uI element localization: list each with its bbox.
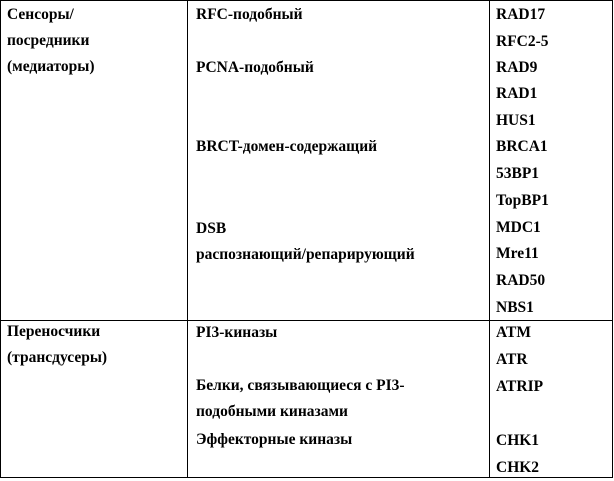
gene-rfc2-5: RFC2-5 (496, 33, 549, 50)
column-divider-2 (489, 0, 490, 478)
gene-rad17: RAD17 (496, 6, 546, 23)
category-sensors-line-2: посредники (7, 32, 90, 49)
group-dsb-line-1: DSB (196, 220, 227, 237)
gene-mdc1: MDC1 (496, 219, 541, 236)
gene-chk1: CHK1 (496, 432, 540, 449)
group-pcna-like: PCNA-подобный (196, 59, 314, 76)
gene-atrip: ATRIP (496, 378, 544, 395)
group-brct-domain: BRCT-домен-содержащий (196, 138, 378, 155)
group-pi3-binding-line-1: Белки, связывающиеся с PI3- (196, 377, 405, 394)
group-effector-kinases: Эффекторные киназы (196, 431, 353, 448)
table-border-left (0, 0, 1, 478)
gene-atm: ATM (496, 324, 532, 341)
column-divider-1 (187, 0, 188, 478)
category-sensors-line-1: Сенсоры/ (7, 6, 74, 23)
gene-rad9: RAD9 (496, 59, 538, 76)
gene-nbs1: NBS1 (496, 299, 534, 316)
table-border-top (0, 0, 613, 1)
group-pi3-kinases: PI3-киназы (196, 324, 278, 341)
category-sensors-line-3: (медиаторы) (7, 58, 95, 75)
gene-topbp1: TopBP1 (496, 192, 549, 209)
category-transducers-line-2: (трансдусеры) (7, 349, 108, 366)
table-border-right (612, 0, 613, 478)
gene-hus1: HUS1 (496, 112, 536, 129)
gene-mre11: Mre11 (496, 245, 539, 262)
gene-chk2: CHK2 (496, 459, 540, 476)
gene-rad50: RAD50 (496, 272, 546, 289)
group-dsb-line-2: распознающий/репарирующий (196, 246, 415, 263)
gene-rad1: RAD1 (496, 85, 538, 102)
gene-brca1: BRCA1 (496, 138, 548, 155)
group-pi3-binding-line-2: подобными киназами (196, 403, 348, 420)
gene-atr: ATR (496, 351, 528, 368)
gene-53bp1: 53BP1 (496, 165, 540, 182)
category-transducers-line-1: Переносчики (7, 323, 101, 340)
group-rfc-like: RFC-подобный (196, 6, 303, 23)
